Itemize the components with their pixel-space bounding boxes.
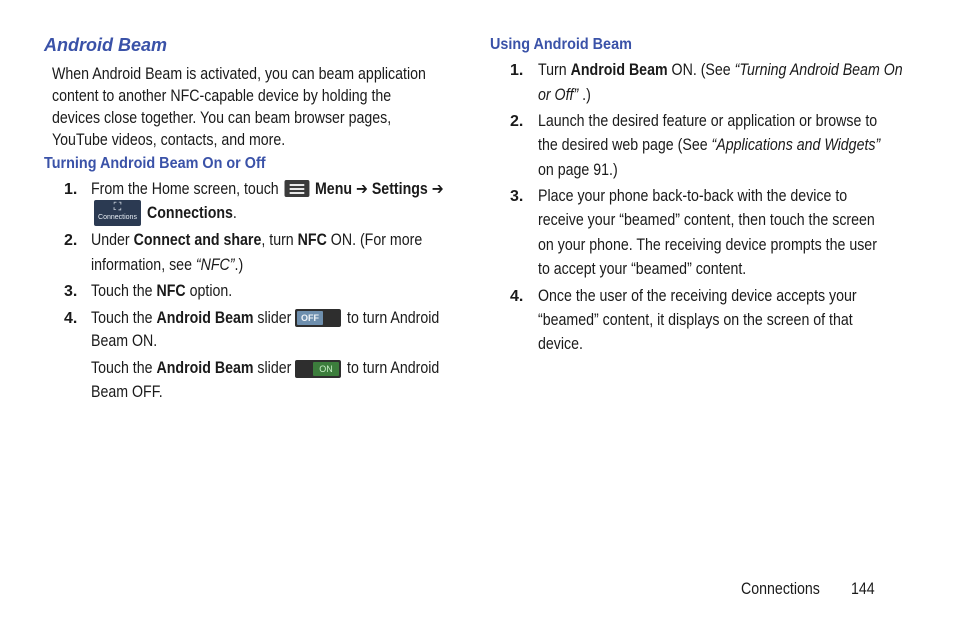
r-step-3-line-3: on your phone. The receiving device prompts the user <box>538 236 877 254</box>
subsection-title-left: Turning Android Beam On or Off <box>44 155 266 172</box>
step-number: 1. <box>510 62 524 79</box>
step-number: 2. <box>510 113 524 130</box>
step-2-line-1: Under Connect and share, turn NFC ON. (For more <box>91 231 423 249</box>
intro-line-1: When Android Beam is activated, you can beam application <box>52 65 426 83</box>
r-step-3-line-4: to accept your “beamed” content. <box>538 260 747 278</box>
android-beam-slider-on: ON <box>295 360 341 378</box>
r-step-4-line-1: Once the user of the receiving device accepts your <box>538 287 857 305</box>
page-number: 144 <box>851 580 875 598</box>
step-number: 3. <box>64 283 78 300</box>
section-title: Android Beam <box>44 35 168 55</box>
step-3-line-1: Touch the NFC option. <box>91 282 233 300</box>
step-number: 3. <box>510 188 524 205</box>
r-step-3-line-2: receive your “beamed” content, then touch the screen <box>538 211 875 229</box>
step-2-line-2: information, see “NFC”.) <box>91 256 244 274</box>
android-beam-slider-off: OFF <box>295 309 341 327</box>
r-step-4-line-2: “beamed” content, it displays on the screen of that <box>538 311 853 329</box>
step-4-line-1a: Touch the Android Beam slider <box>91 309 292 327</box>
step-number: 1. <box>64 181 78 198</box>
menu-icon <box>284 180 309 197</box>
step-4b-line-2: Beam OFF. <box>91 383 163 401</box>
intro-line-4: YouTube videos, contacts, and more. <box>52 131 286 149</box>
r-step-2-line-3: on page 91.) <box>538 161 618 179</box>
step-1-line-2: Connections. <box>147 204 237 222</box>
step-1-line-1: From the Home screen, touch Menu ➔ Settings ➔ <box>91 180 444 198</box>
r-step-3-line-1: Place your phone back-to-back with the device to <box>538 187 848 205</box>
step-4-line-1b: to turn Android <box>347 309 440 327</box>
step-number: 4. <box>510 288 524 305</box>
step-number: 4. <box>64 310 78 327</box>
r-step-1-line-1: Turn Android Beam ON. (See “Turning Android Beam On <box>538 61 903 79</box>
connections-icon: ⛶ Connections <box>94 200 141 226</box>
r-step-1-line-2: or Off” .) <box>538 86 591 104</box>
r-step-4-line-3: device. <box>538 335 583 353</box>
step-4-line-2: Beam ON. <box>91 332 158 350</box>
step-4b-line-1b: to turn Android <box>347 359 440 377</box>
footer-section: Connections <box>741 580 820 598</box>
step-number: 2. <box>64 232 78 249</box>
intro-line-3: devices close together. You can beam browser pages, <box>52 109 392 127</box>
intro-line-2: content to another NFC-capable device by holding the <box>52 87 392 105</box>
step-4b-line-1a: Touch the Android Beam slider <box>91 359 292 377</box>
r-step-2-line-2: the desired web page (See “Applications and Widgets” <box>538 136 881 154</box>
r-step-2-line-1: Launch the desired feature or application or browse to <box>538 112 878 130</box>
subsection-title-right: Using Android Beam <box>490 36 632 53</box>
